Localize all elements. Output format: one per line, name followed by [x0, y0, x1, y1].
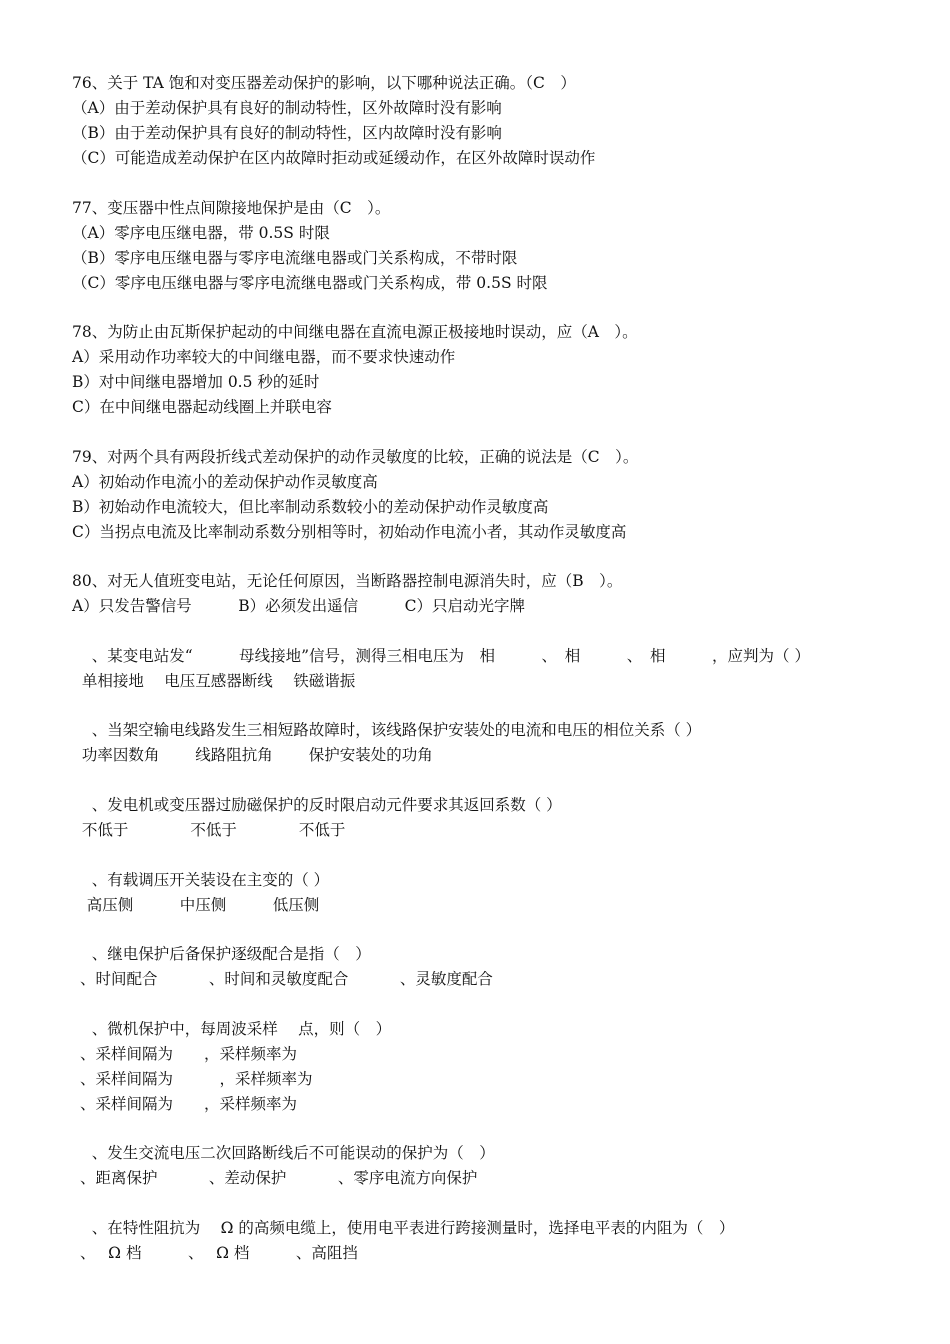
question-87-stem: 、发生交流电压二次回路断线后不可能误动的保护为（ ） — [72, 1144, 495, 1162]
question-78-stem: 78、为防止由瓦斯保护起动的中间继电器在直流电源正极接地时误动，应（A ）。 — [72, 323, 638, 341]
question-77-stem: 77、变压器中性点间隙接地保护是由（C ）。 — [72, 199, 391, 217]
question-80-options: A）只发告警信号 B）必须发出遥信 C）只启动光字牌 — [72, 597, 525, 615]
question-86-option-c: 、采样间隔为 ，采样频率为 — [80, 1095, 298, 1113]
question-83-options: 不低于 不低于 不低于 — [72, 821, 346, 839]
question-86-stem: 、微机保护中，每周波采样 点，则（ ） — [72, 1020, 392, 1038]
question-76-stem: 76、关于 TA 饱和对变压器差动保护的影响，以下哪种说法正确。（C ） — [72, 74, 576, 92]
question-82-options: 功率因数角 线路阻抗角 保护安装处的功角 — [72, 746, 433, 764]
question-79-option-c: C）当拐点电流及比率制动系数分别相等时，初始动作电流小者，其动作灵敏度高 — [72, 523, 627, 541]
question-88-stem: 、在特性阻抗为 Ω 的高频电缆上，使用电平表进行跨接测量时，选择电平表的内阻为（ ） — [72, 1219, 735, 1237]
question-84-options: 高压侧 中压侧 低压侧 — [72, 896, 320, 914]
question-85-options: 、时间配合 、时间和灵敏度配合 、灵敏度配合 — [80, 970, 493, 988]
question-76-option-a: （A）由于差动保护具有良好的制动特性，区外故障时没有影响 — [72, 99, 502, 117]
question-76-option-b: （B）由于差动保护具有良好的制动特性，区内故障时没有影响 — [72, 124, 502, 142]
question-86-option-b: 、采样间隔为 ，采样频率为 — [80, 1070, 313, 1088]
question-79-option-b: B）初始动作电流较大，但比率制动系数较小的差动保护动作灵敏度高 — [72, 498, 549, 516]
question-83-stem: 、发电机或变压器过励磁保护的反时限启动元件要求其返回系数（ ） — [72, 796, 562, 814]
question-78-option-c: C）在中间继电器起动线圈上并联电容 — [72, 398, 332, 416]
question-78-option-b: B）对中间继电器增加 0.5 秒的延时 — [72, 373, 320, 391]
question-84-stem: 、有载调压开关装设在主变的（ ） — [72, 871, 330, 889]
question-81-options: 单相接地 电压互感器断线 铁磁谐振 — [72, 672, 356, 690]
question-86-option-a: 、采样间隔为 ，采样频率为 — [80, 1045, 298, 1063]
question-77-option-c: （C）零序电压继电器与零序电流继电器或门关系构成，带 0.5S 时限 — [72, 274, 548, 292]
question-79-stem: 79、对两个具有两段折线式差动保护的动作灵敏度的比较，正确的说法是（C ）。 — [72, 448, 639, 466]
question-77-option-a: （A）零序电压继电器，带 0.5S 时限 — [72, 224, 330, 242]
question-82-stem: 、当架空输电线路发生三相短路故障时，该线路保护安装处的电流和电压的相位关系（ ） — [72, 721, 702, 739]
question-80-stem: 80、对无人值班变电站，无论任何原因，当断路器控制电源消失时，应（B ）。 — [72, 572, 623, 590]
question-77-option-b: （B）零序电压继电器与零序电流继电器或门关系构成，不带时限 — [72, 249, 518, 267]
question-88-options: 、 Ω 档 、 Ω 档 、高阻挡 — [80, 1244, 358, 1262]
question-87-options: 、距离保护 、差动保护 、零序电流方向保护 — [80, 1169, 478, 1187]
question-79-option-a: A）初始动作电流小的差动保护动作灵敏度高 — [72, 473, 378, 491]
question-78-option-a: A）采用动作功率较大的中间继电器，而不要求快速动作 — [72, 348, 456, 366]
question-85-stem: 、继电保护后备保护逐级配合是指（ ） — [72, 945, 371, 963]
question-81-stem: 、某变电站发“ 母线接地”信号，测得三相电压为 相 、 相 、 相 ，应判为（ ） — [72, 647, 810, 665]
question-76-option-c: （C）可能造成差动保护在区内故障时拒动或延缓动作，在区外故障时误动作 — [72, 149, 596, 167]
